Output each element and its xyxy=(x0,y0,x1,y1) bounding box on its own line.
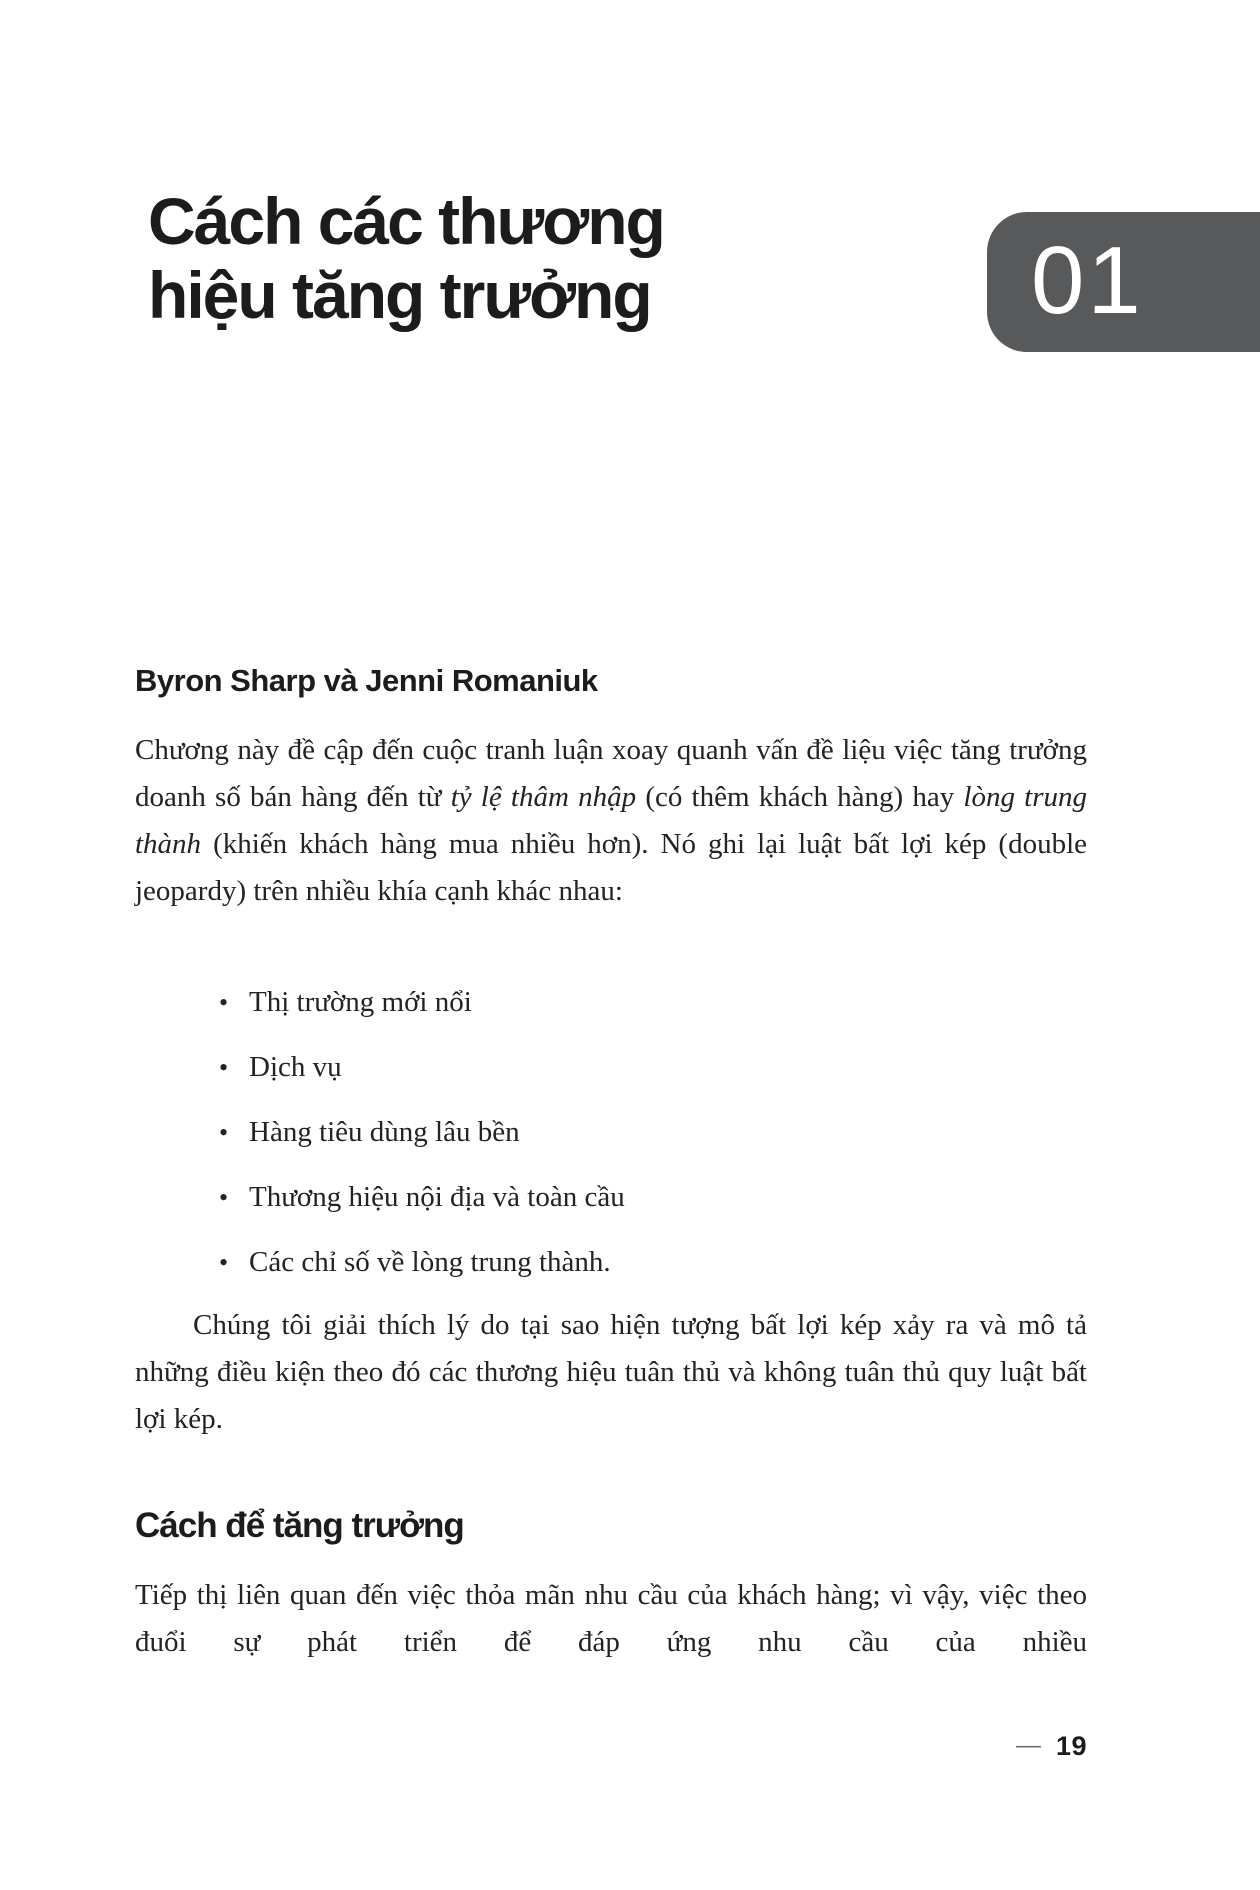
bullet-icon: • xyxy=(219,1053,229,1082)
intro-text-segment-3: (khiến khách hàng mua nhiều hơn). Nó ghi lại luật bất lợi kép (double jeopardy) trên nhiều khía cạnh khác nhau: xyxy=(135,828,1087,907)
footer-dash: — xyxy=(1015,1731,1041,1759)
list-item-label: Dịch vụ xyxy=(249,1051,342,1083)
intro-text-segment-2: (có thêm khách hàng) hay xyxy=(636,781,964,813)
emphasis-penetration-rate: tỷ lệ thâm nhập xyxy=(450,781,637,813)
page-number: 19 xyxy=(1055,1731,1087,1761)
page-footer xyxy=(1016,1731,1087,1762)
list-item xyxy=(135,979,1087,1026)
authors-heading: Byron Sharp và Jenni Romaniuk xyxy=(135,663,598,698)
chapter-number-badge xyxy=(987,212,1260,352)
list-item xyxy=(135,1044,1087,1091)
section-paragraph: Tiếp thị liên quan đến việc thỏa mãn nhu cầu của khách hàng; vì vậy, việc theo đuổi sự phát triển để đáp ứng nhu cầu của nhiều xyxy=(135,1579,1087,1658)
intro-paragraph xyxy=(135,727,1087,915)
aspect-bullet-list xyxy=(135,979,1087,1304)
bullet-icon: • xyxy=(219,1248,229,1277)
list-item-label: Các chỉ số về lòng trung thành. xyxy=(249,1246,611,1278)
list-item xyxy=(135,1174,1087,1221)
list-item-label: Thị trường mới nổi xyxy=(249,986,472,1018)
list-item-label: Hàng tiêu dùng lâu bền xyxy=(249,1116,520,1148)
emphasis-loyalty: lòng trung thành xyxy=(135,781,1088,860)
list-item xyxy=(135,1109,1087,1156)
list-item xyxy=(135,1239,1087,1286)
list-item-label: Thương hiệu nội địa và toàn cầu xyxy=(249,1181,625,1213)
bullet-icon: • xyxy=(219,1118,229,1147)
bullet-icon: • xyxy=(219,1183,229,1212)
chapter-number: 01 xyxy=(1031,227,1144,334)
intro-text-segment-1: Chương này đề cập đến cuộc tranh luận xoay quanh vấn đề liệu việc tăng trưởng doanh số bán hàng đến từ xyxy=(135,734,1087,813)
section-heading: Cách để tăng trưởng xyxy=(135,1506,464,1545)
double-jeopardy-paragraph: Chúng tôi giải thích lý do tại sao hiện tượng bất lợi kép xảy ra và mô tả những điều kiện theo đó các thương hiệu tuân thủ và không tuân thủ quy luật bất lợi kép. xyxy=(135,1309,1087,1435)
bullet-icon: • xyxy=(219,988,229,1017)
chapter-title: Cách các thương hiệu tăng trưởng xyxy=(148,184,664,332)
